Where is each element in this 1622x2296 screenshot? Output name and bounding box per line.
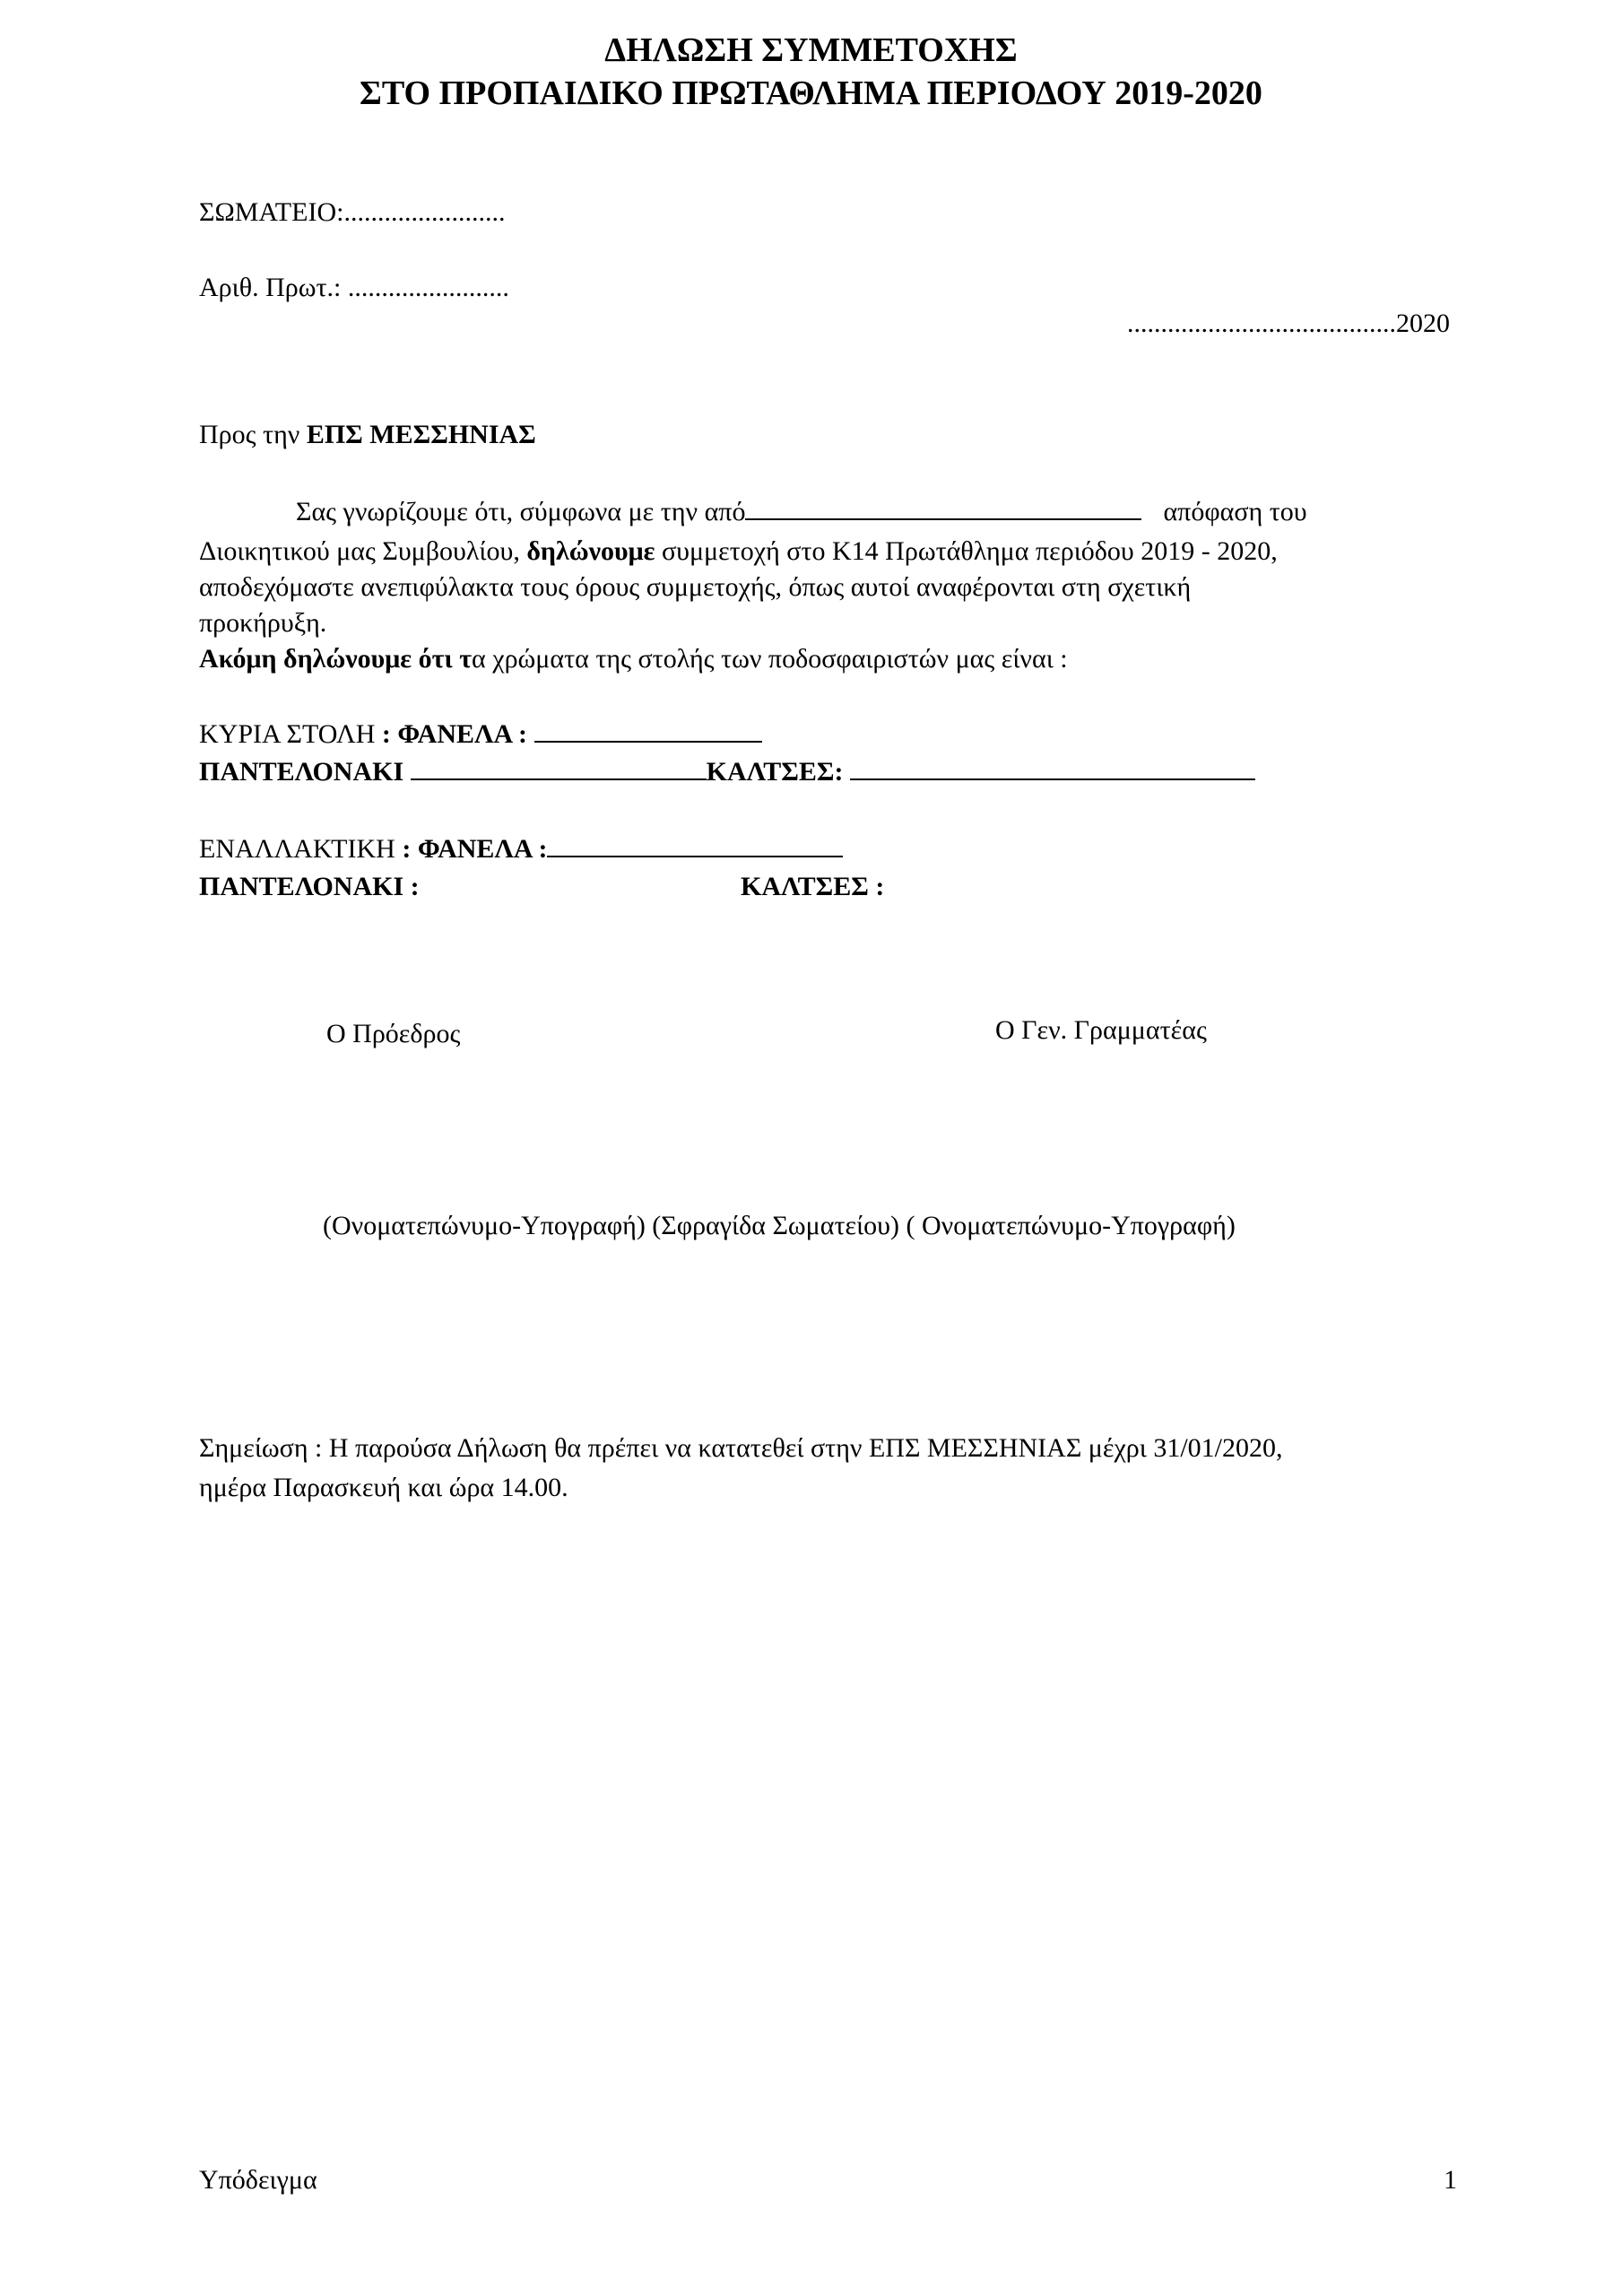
body-text: απόφαση του (1163, 497, 1307, 526)
note-line-1: Σημείωση : Η παρούσα Δήλωση θα πρέπει να κατατεθεί στην ΕΠΣ ΜΕΣΣΗΝΙΑΣ μέχρι 31/01/2020, (199, 1433, 1283, 1463)
main-kit-line (199, 718, 762, 752)
page-number: 1 (1444, 2165, 1457, 2195)
body-line-2 (199, 535, 1278, 569)
body-text: Σας γνωρίζουμε ότι, σύμφωνα με την από (296, 497, 746, 526)
signature-line: (Ονοματεπώνυμο-Υπογραφή) (Σφραγίδα Σωματείου) ( Ονοματεπώνυμο-Υπογραφή) (323, 1211, 1236, 1240)
body-text: συμμετοχή στο Κ14 Πρωτάθλημα περιόδου 2019 - 2020, (655, 536, 1278, 566)
alt-shirt-blank (547, 832, 843, 857)
body-line-1 (296, 495, 1307, 529)
recipient-prefix: Προς την (199, 420, 307, 449)
main-shorts-blank (411, 755, 707, 780)
alt-kit-line-2 (199, 870, 420, 904)
body-line-5 (199, 642, 1068, 676)
club-field: ΣΩΜΑΤΕΙΟ:........................ (199, 197, 506, 227)
note-line-2: ημέρα Παρασκευή και ώρα 14.00. (199, 1473, 568, 1502)
body-line-3: αποδεχόμαστε ανεπιφύλακτα τους όρους συμμετοχής, όπως αυτοί αναφέρονται στη σχετική (199, 572, 1192, 602)
alt-kit-label: ΕΝΑΛΛΑΚΤΙΚΗ (199, 834, 403, 864)
protocol-field: Αριθ. Πρωτ.: ........................ (199, 273, 509, 302)
body-bold-text: Ακόμη δηλώνουμε ότι τ (199, 644, 473, 674)
main-kit-label: ΚΥΡΙΑ ΣΤΟΛΗ (199, 719, 382, 749)
secretary-label: Ο Γεν. Γραμματέας (995, 1015, 1207, 1045)
president-label: Ο Πρόεδρος (326, 1019, 461, 1048)
alt-kit-socks (741, 870, 884, 904)
decision-date-blank (745, 495, 1141, 520)
alt-socks-label: ΚΑΛΤΣΕΣ : (741, 872, 885, 901)
body-text: Διοικητικού μας Συμβουλίου, (199, 536, 527, 566)
main-kit-line-2 (199, 755, 1255, 789)
main-shirt-blank (534, 718, 762, 743)
footer-label: Υπόδειγμα (199, 2165, 317, 2195)
alt-kit-shirt-label: : ΦΑΝΕΛΑ : (402, 834, 548, 864)
recipient-line (199, 418, 536, 452)
title-line-2: ΣΤΟ ΠΡΟΠΑΙΔΙΚΟ ΠΡΩΤΑΘΛΗΜΑ ΠΕΡΙΟΔΟΥ 2019-2020 (360, 74, 1262, 112)
date-field: ........................................2020 (1127, 309, 1450, 338)
body-bold-text: δηλώνουμε (526, 536, 655, 566)
main-kit-shirt-label: : ΦΑΝΕΛΑ : (381, 719, 534, 749)
body-text: α χρώματα της στολής των ποδοσφαιριστών μας είναι : (472, 644, 1068, 674)
main-shorts-label: ΠΑΝΤΕΛΟΝΑΚΙ (199, 757, 411, 787)
alt-kit-line (199, 832, 843, 866)
recipient-name: ΕΠΣ ΜΕΣΣΗΝΙΑΣ (306, 420, 536, 449)
main-socks-label: ΚΑΛΤΣΕΣ: (706, 757, 850, 787)
body-line-4: προκήρυξη. (199, 608, 327, 638)
main-socks-blank (850, 755, 1255, 780)
alt-shorts-label: ΠΑΝΤΕΛΟΝΑΚΙ : (199, 872, 420, 901)
title-line-1: ΔΗΛΩΣΗ ΣΥΜΜΕΤΟΧΗΣ (604, 31, 1018, 69)
